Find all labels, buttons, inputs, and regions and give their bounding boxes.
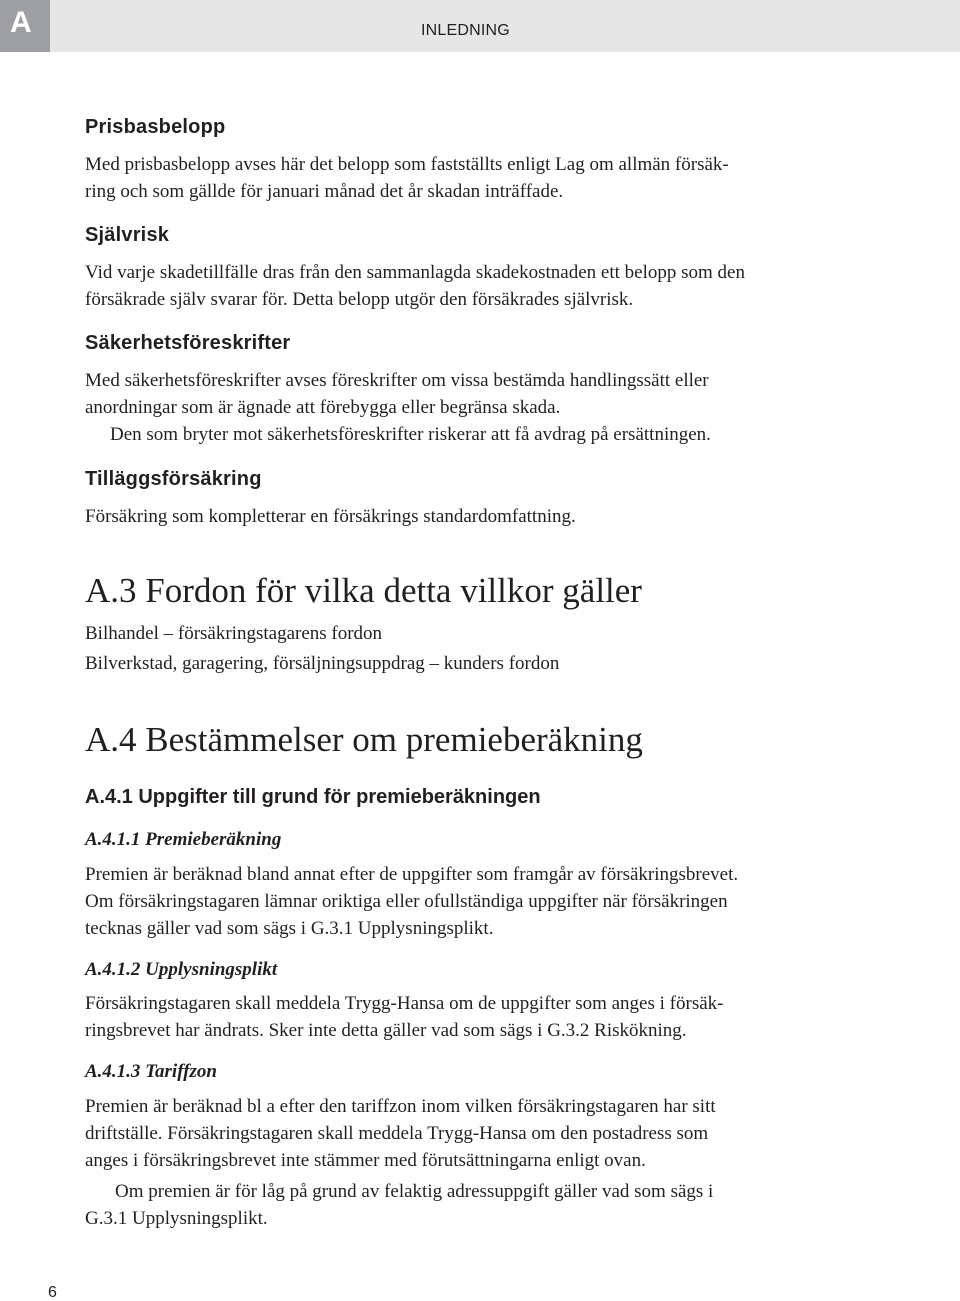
definition-text: Den som bryter mot säkerhetsföreskrifter riskerar att få avdrag på ersättningen.	[110, 424, 711, 445]
definition-text: anordningar som är ägnade att förebygga eller begränsa skada.	[85, 397, 561, 418]
chapter-title: INLEDNING	[421, 22, 510, 39]
page-number: 6	[48, 1284, 57, 1301]
section-heading-a3: A.3 Fordon för vilka detta villkor gäller	[85, 571, 642, 610]
definition-text: ring och som gällde för januari månad det år skadan inträffade.	[85, 181, 564, 202]
item-heading: A.4.1.1 Premieberäkning	[85, 829, 282, 850]
item-text: Om försäkringstagaren lämnar oriktiga eller ofullständiga uppgifter när försäkringen	[85, 891, 728, 912]
item-text: Om premien är för låg på grund av felaktig adressuppgift gäller vad som sägs i	[115, 1181, 714, 1202]
item-heading: A.4.1.2 Upplysningsplikt	[85, 959, 278, 980]
vehicle-line: Bilverkstad, garagering, försäljningsuppdrag – kunders fordon	[85, 653, 560, 674]
definition-text: Med säkerhetsföreskrifter avses föreskrifter om vissa bestämda handlingssätt eller	[85, 370, 709, 391]
section-tab	[0, 0, 50, 52]
definition-text: Vid varje skadetillfälle dras från den sammanlagda skadekostnaden ett belopp som den	[85, 262, 745, 283]
item-text: G.3.1 Upplysningsplikt.	[85, 1208, 268, 1229]
item-heading: A.4.1.3 Tariffzon	[85, 1061, 217, 1082]
item-text: anges i försäkringsbrevet inte stämmer med förutsättningarna enligt ovan.	[85, 1150, 646, 1171]
item-text: ringsbrevet har ändrats. Sker inte detta gäller vad som sägs i G.3.2 Riskökning.	[85, 1020, 687, 1041]
vehicle-line: Bilhandel – försäkringstagarens fordon	[85, 623, 383, 644]
subsection-heading: A.4.1 Uppgifter till grund för premieberäkningen	[85, 786, 541, 808]
definition-term: Självrisk	[85, 224, 170, 246]
definition-text: Försäkring som kompletterar en försäkrings standardomfattning.	[85, 506, 576, 527]
definition-term: Tilläggsförsäkring	[85, 468, 262, 490]
item-text: tecknas gäller vad som sägs i G.3.1 Upplysningsplikt.	[85, 918, 494, 939]
item-text: Försäkringstagaren skall meddela Trygg-Hansa om de uppgifter som anges i försäk-	[85, 993, 724, 1014]
definition-text: försäkrade själv svarar för. Detta belopp utgör den försäkrades självrisk.	[85, 289, 634, 310]
definition-text: Med prisbasbelopp avses här det belopp som fastställts enligt Lag om allmän försäk-	[85, 154, 729, 175]
item-text: Premien är beräknad bland annat efter de uppgifter som framgår av försäkringsbrevet.	[85, 864, 739, 885]
section-heading-a4: A.4 Bestämmelser om premieberäkning	[85, 720, 643, 759]
item-text: driftställe. Försäkringstagaren skall meddela Trygg-Hansa om den postadress som	[85, 1123, 709, 1144]
item-text: Premien är beräknad bl a efter den tariffzon inom vilken försäkringstagaren har sitt	[85, 1096, 716, 1117]
definition-term: Prisbasbelopp	[85, 116, 226, 138]
section-letter: A	[10, 6, 32, 39]
definition-term: Säkerhetsföreskrifter	[85, 332, 291, 354]
